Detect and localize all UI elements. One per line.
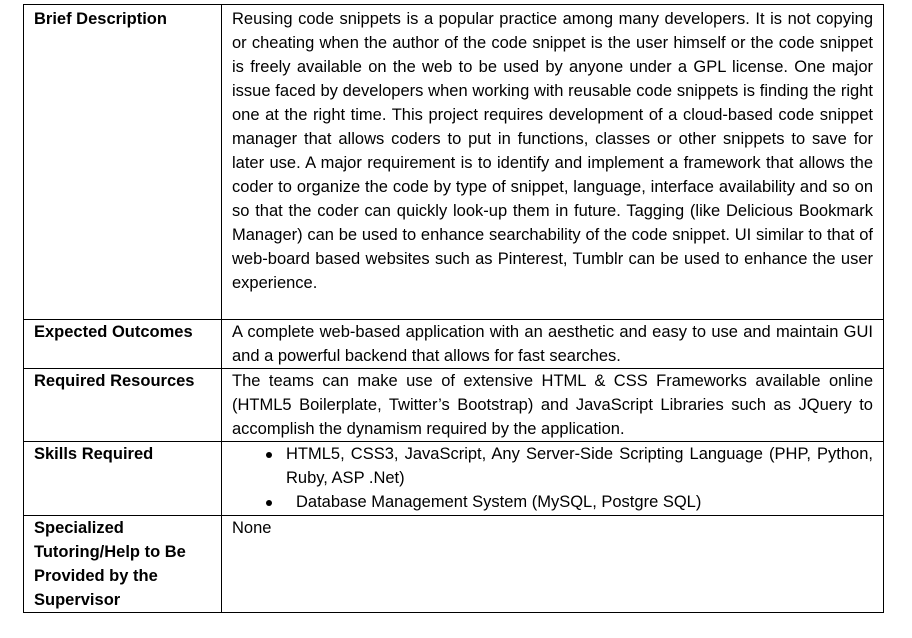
list-item <box>232 490 873 514</box>
table-row-specialized-tutoring <box>24 516 884 613</box>
label-cell <box>24 5 222 320</box>
project-details-table <box>23 4 884 613</box>
label-cell <box>24 516 222 613</box>
row-label: Specialized Tutoring/Help to Be Provided by the Supervisor <box>34 519 186 609</box>
bullet-icon <box>266 452 272 458</box>
required-resources-text: The teams can make use of extensive HTML & CSS Frameworks available online (HTML5 Boilerplate, Twitter’s Bootstrap) and JavaScript Libraries such as JQuery to accomplish the dynamism required by the application. <box>232 372 873 438</box>
label-cell <box>24 320 222 369</box>
table-row-brief-description <box>24 5 884 320</box>
label-cell <box>24 442 222 516</box>
table-row-skills-required <box>24 442 884 516</box>
bullet-icon <box>266 500 272 506</box>
brief-description-text: Reusing code snippets is a popular practice among many developers. It is not copying or cheating when the author of the code snippet is the user himself or the code snippet is freely available on the web to be used by anyone under a GPL license. One major issue faced by developers when working with reusable code snippets is finding the right one at the right time. This project requires development of a cloud-based code snippet manager that allows coders to put in functions, classes or other snippets to save for later use. A major requirement is to identify and implement a framework that allows the coder to organize the code by type of snippet, language, interface availability and so on so that the coder can quickly look-up them in future. Tagging (like Delicious Bookmark Manager) can be used to enhance searchability of the code snippet. UI similar to that of web-board based websites such as Pinterest, Tumblr can be used to enhance the user experience. <box>232 10 873 292</box>
specialized-tutoring-text: None <box>232 519 272 537</box>
value-cell <box>222 516 884 613</box>
expected-outcomes-text: A complete web-based application with an aesthetic and easy to use and maintain GUI and a powerful backend that allows for fast searches. <box>232 323 873 365</box>
row-label: Brief Description <box>34 10 167 28</box>
table-row-expected-outcomes <box>24 320 884 369</box>
list-item <box>232 442 873 490</box>
skills-list <box>232 442 873 514</box>
value-cell <box>222 369 884 442</box>
value-cell <box>222 5 884 320</box>
value-cell <box>222 442 884 516</box>
skill-item-text: Database Management System (MySQL, Postgre SQL) <box>296 493 702 511</box>
value-cell <box>222 320 884 369</box>
label-cell <box>24 369 222 442</box>
row-label: Required Resources <box>34 372 195 390</box>
row-label: Expected Outcomes <box>34 323 193 341</box>
row-label: Skills Required <box>34 445 154 463</box>
skill-item-text: HTML5, CSS3, JavaScript, Any Server-Side Scripting Language (PHP, Python, Ruby, ASP .Net) <box>286 445 873 487</box>
table-row-required-resources <box>24 369 884 442</box>
